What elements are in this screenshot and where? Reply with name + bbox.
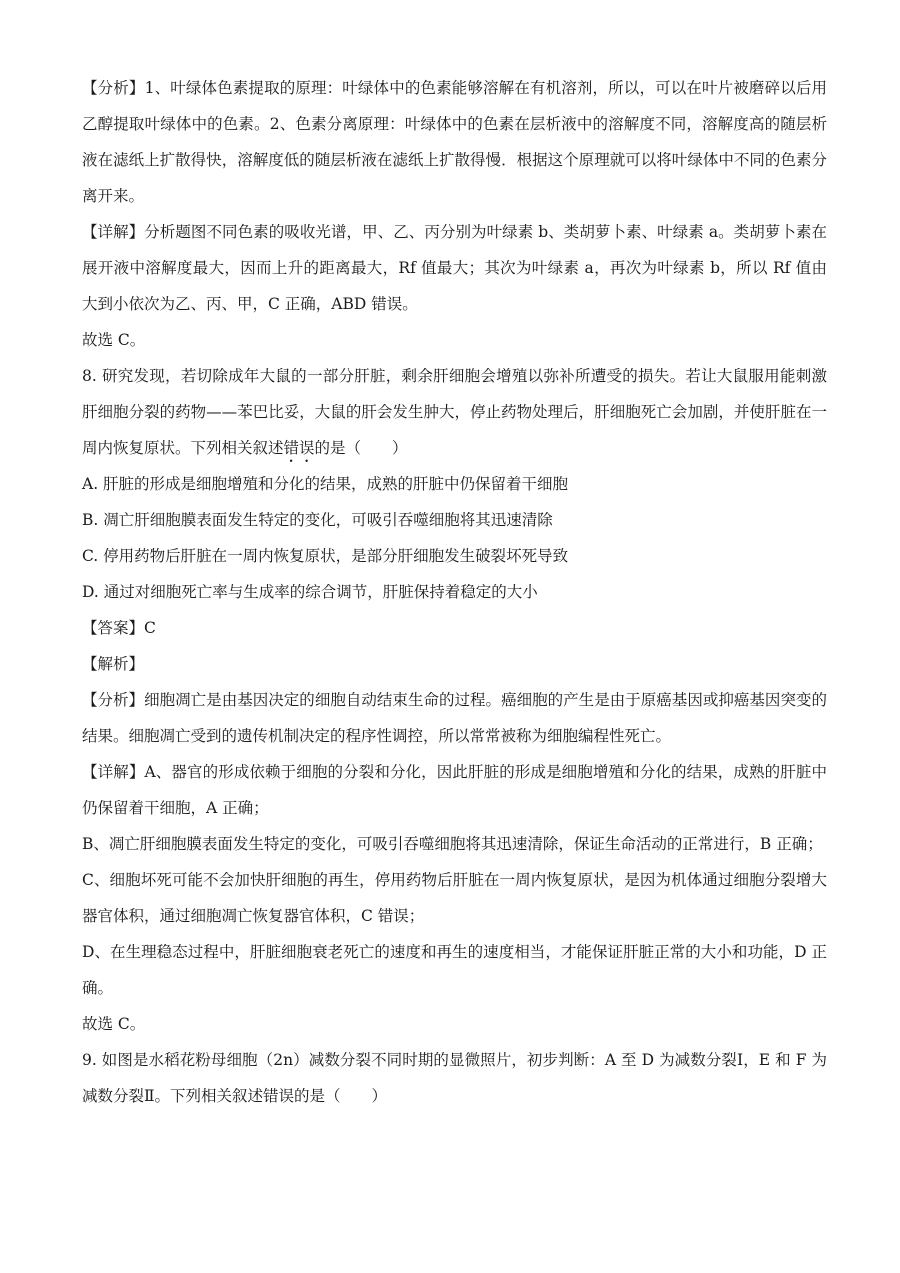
- q7-conclusion: 故选 C。: [82, 331, 146, 349]
- q8-detail-a: [82, 754, 827, 826]
- document-page: [82, 70, 827, 1114]
- analysis-text: 细胞凋亡是由基因决定的细胞自动结束生命的过程。癌细胞的产生是由于原癌基因或抑癌基因突变的结果。细胞凋亡受到的遗传机制决定的程序性调控，所以常常被称为细胞编程性死亡。: [82, 691, 827, 745]
- emphasis-wrong: 错误: [283, 439, 315, 457]
- q9-question-stem: 9. 如图是水稻花粉母细胞（2n）减数分裂不同时期的显微照片，初步判断：A 至 D 为减数分裂Ⅰ，E 和 F 为减数分裂Ⅱ。下列相关叙述错误的是（ ）: [82, 1051, 827, 1105]
- q8-option-a: A. 肝脏的形成是细胞增殖和分化的结果，成熟的肝脏中仍保留着干细胞: [82, 475, 569, 493]
- q8-detail-c: C、细胞坏死可能不会加快肝细胞的再生，停用药物后肝脏在一周内恢复原状，是因为机体通过细胞分裂增大器官体积，通过细胞凋亡恢复器官体积，C 错误；: [82, 871, 827, 925]
- analysis-label: 【分析】: [82, 691, 145, 709]
- analysis-text: 1、叶绿体色素提取的原理：叶绿体中的色素能够溶解在有机溶剂，所以，可以在叶片被磨碎以后用乙醇提取叶绿体中的色素。2、色素分离原理：叶绿体中的色素在层析液中的溶解度不同，溶解度高的随层析液在滤纸上扩散得快，溶解度低的随层析液在滤纸上扩散得慢．根据这个原理就可以将叶绿体中不同的色素分离开来。: [82, 79, 827, 205]
- q8-option-b: B. 凋亡肝细胞膜表面发生特定的变化，可吸引吞噬细胞将其迅速清除: [82, 511, 553, 529]
- analysis-label: 【分析】: [82, 79, 145, 97]
- stem-text: 8. 研究发现，若切除成年大鼠的一部分肝脏，剩余肝细胞会增殖以弥补所遭受的损失。若让大鼠服用能刺激肝细胞分裂的药物——苯巴比妥，大鼠的肝会发生肿大，停止药物处理后，肝细胞死亡会加剧，并使肝脏在一周内恢复原状。下列相关叙述: [82, 367, 827, 457]
- q8-answer: 【答案】C: [82, 619, 156, 637]
- q8-explain-header: 【解析】: [82, 655, 145, 673]
- q8-detail-d: D、在生理稳态过程中，肝脏细胞衰老死亡的速度和再生的速度相当，才能保证肝脏正常的大小和功能，D 正确。: [82, 943, 827, 997]
- detail-text: 分析题图不同色素的吸收光谱，甲、乙、丙分别为叶绿素 b、类胡萝卜素、叶绿素 a。类胡萝卜素在展开液中溶解度最大，因而上升的距离最大，Rf 值最大；其次为叶绿素 a，再次为叶绿素 b，所以 Rf 值由大到小依次为乙、丙、甲，C 正确，ABD 错误。: [82, 223, 827, 313]
- q8-question-stem: [82, 358, 827, 466]
- stem-tail: 的是（ ）: [314, 439, 408, 457]
- q8-option-c: C. 停用药物后肝脏在一周内恢复原状，是部分肝细胞发生破裂坏死导致: [82, 547, 569, 565]
- q8-option-d: D. 通过对细胞死亡率与生成率的综合调节，肝脏保持着稳定的大小: [82, 583, 538, 601]
- detail-label: 【详解】: [82, 763, 145, 781]
- q8-conclusion: 故选 C。: [82, 1015, 146, 1033]
- q7-analysis-paragraph: [82, 70, 827, 214]
- q8-detail-b: B、凋亡肝细胞膜表面发生特定的变化，可吸引吞噬细胞将其迅速清除，保证生命活动的正常进行，B 正确；: [82, 835, 823, 853]
- detail-label: 【详解】: [82, 223, 145, 241]
- q7-detail-paragraph: [82, 214, 827, 322]
- q8-analysis-paragraph: [82, 682, 827, 754]
- detail-a-text: A、器官的形成依赖于细胞的分裂和分化，因此肝脏的形成是细胞增殖和分化的结果，成熟的肝脏中仍保留着干细胞，A 正确；: [82, 763, 827, 817]
